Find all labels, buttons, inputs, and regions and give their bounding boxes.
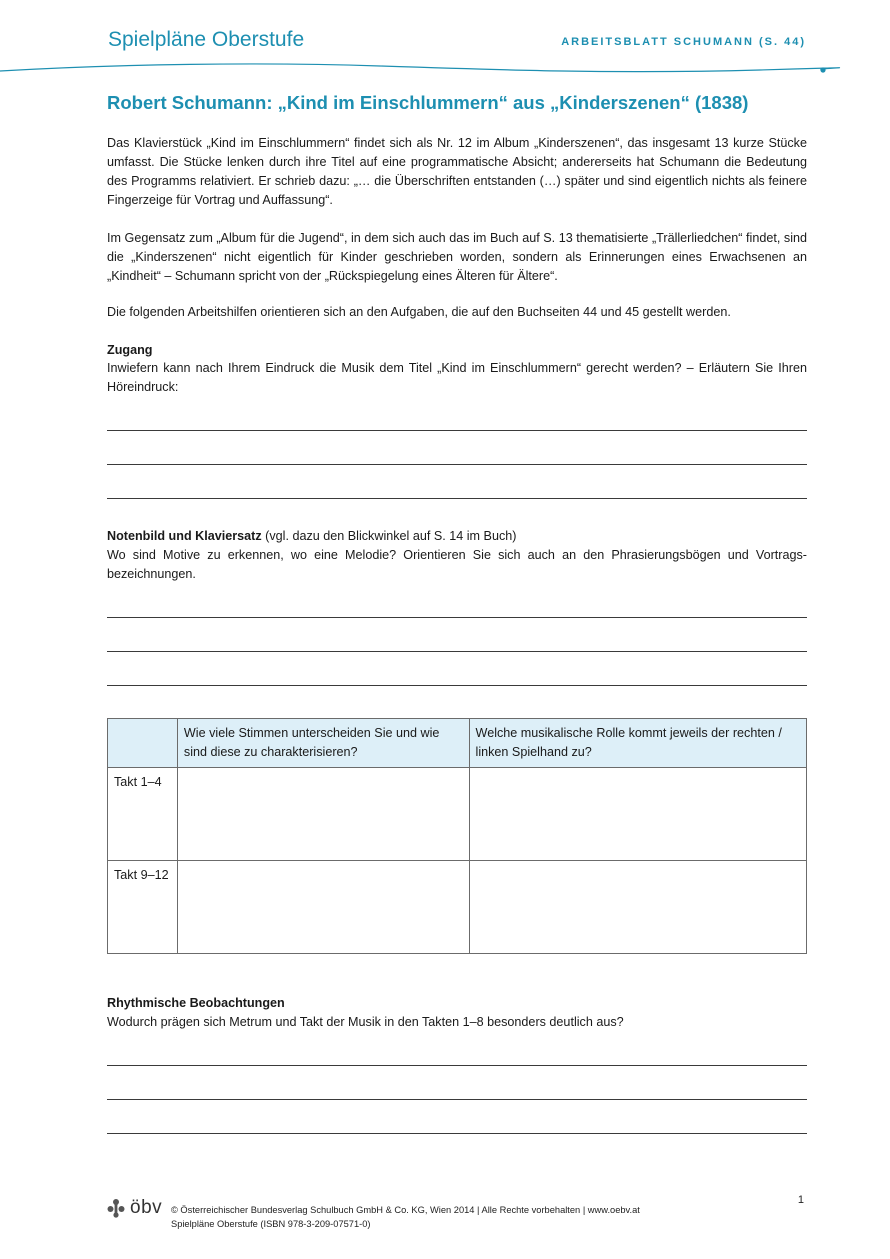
table-header-voices: Wie viele Stimmen unterscheiden Sie und wie sind diese zu charakterisieren?	[177, 719, 469, 768]
intro-paragraph-2: Im Gegensatz zum „Album für die Jugend“, in dem sich auch das im Buch auf S. 13 thematisierte „Trällerliedchen“ findet, sind die „Kinderszenen“ nicht eigentlich für Kinder geschrieben worden, sondern als Erinnerungen eines Erwachsenen an „Kindheit“ – Schumann spricht von der „Rückspiegelung eines Älteren für Ältere“.	[107, 231, 807, 283]
answer-cell[interactable]	[177, 861, 469, 954]
answer-cell[interactable]	[177, 768, 469, 861]
answer-line[interactable]	[107, 685, 807, 686]
answer-line[interactable]	[107, 1133, 807, 1134]
row-label: Takt 1–4	[108, 768, 178, 861]
header-wave-divider	[0, 58, 890, 78]
publisher-logo-text: öbv	[130, 1197, 163, 1218]
intro-paragraph-3: Die folgenden Arbeitshilfen orientieren sich an den Aufgaben, die auf den Buchseiten 44 und 45 gestellt werden.	[107, 305, 731, 319]
wave-end-dot	[820, 67, 825, 72]
answer-cell[interactable]	[469, 861, 806, 954]
section-heading-note: (vgl. dazu den Blickwinkel auf S. 14 im Buch)	[261, 529, 517, 543]
section-text-zugang: Inwiefern kann nach Ihrem Eindruck die Musik dem Titel „Kind im Einschlummern“ gerecht werden? – Erläutern Sie Ihren Höreindruck:	[107, 361, 807, 394]
row-label: Takt 9–12	[108, 861, 178, 954]
page-number: 1	[797, 1194, 804, 1206]
publisher-logo-icon	[106, 1198, 126, 1218]
table-row	[108, 768, 807, 861]
answer-cell[interactable]	[469, 768, 806, 861]
analysis-table	[107, 718, 807, 954]
answer-line[interactable]	[107, 464, 807, 465]
section-text-notenbild: Wo sind Motive zu erkennen, wo eine Melodie? Orientieren Sie sich auch an den Phrasierungsbögen und Vortragsbezeichnungen.	[107, 548, 807, 581]
page-title: Robert Schumann: „Kind im Einschlummern“ aus „Kinderszenen“ (1838)	[107, 92, 749, 113]
table-header-empty	[108, 719, 178, 768]
answer-line[interactable]	[107, 1065, 807, 1066]
section-heading-notenbild: Notenbild und Klaviersatz	[107, 529, 262, 543]
section-heading-rhythmik: Rhythmische Beobachtungen	[107, 996, 285, 1010]
answer-line[interactable]	[107, 651, 807, 652]
answer-line[interactable]	[107, 617, 807, 618]
intro-paragraph-1: Das Klavierstück „Kind im Einschlummern“ findet sich als Nr. 12 im Album „Kinderszenen“, das insgesamt 13 kurze Stücke umfasst. Die Stücke lenken durch ihre Titel auf eine programmatische Absicht; andererseits hat Schumann die Bedeutung des Programms relativiert. Er schrieb dazu: „… die Überschriften entstanden (…) später und sind eigentlich nichts als feinere Fingerzeige für Vortrag und Auffassung“.	[107, 136, 807, 207]
answer-line[interactable]	[107, 498, 807, 499]
section-heading-zugang: Zugang	[107, 343, 153, 357]
section-heading-notenbild-line	[107, 527, 807, 546]
footer-copyright: © Österreichischer Bundesverlag Schulbuch GmbH & Co. KG, Wien 2014 | Alle Rechte vorbehalten | www.oebv.at	[171, 1205, 640, 1215]
sheet-label: ARBEITSBLATT SCHUMANN (S. 44)	[561, 36, 806, 48]
answer-line[interactable]	[107, 1099, 807, 1100]
table-header-row	[108, 719, 807, 768]
table-row	[108, 861, 807, 954]
footer-isbn: Spielpläne Oberstufe (ISBN 978-3-209-07571-0)	[171, 1219, 371, 1229]
table-header-hands: Welche musikalische Rolle kommt jeweils der rechten / linken Spielhand zu?	[469, 719, 806, 768]
series-title: Spielpläne Oberstufe	[108, 28, 305, 51]
section-text-rhythmik: Wodurch prägen sich Metrum und Takt der Musik in den Takten 1–8 besonders deutlich aus?	[107, 1015, 624, 1029]
publisher-logo	[106, 1197, 162, 1219]
answer-line[interactable]	[107, 430, 807, 431]
